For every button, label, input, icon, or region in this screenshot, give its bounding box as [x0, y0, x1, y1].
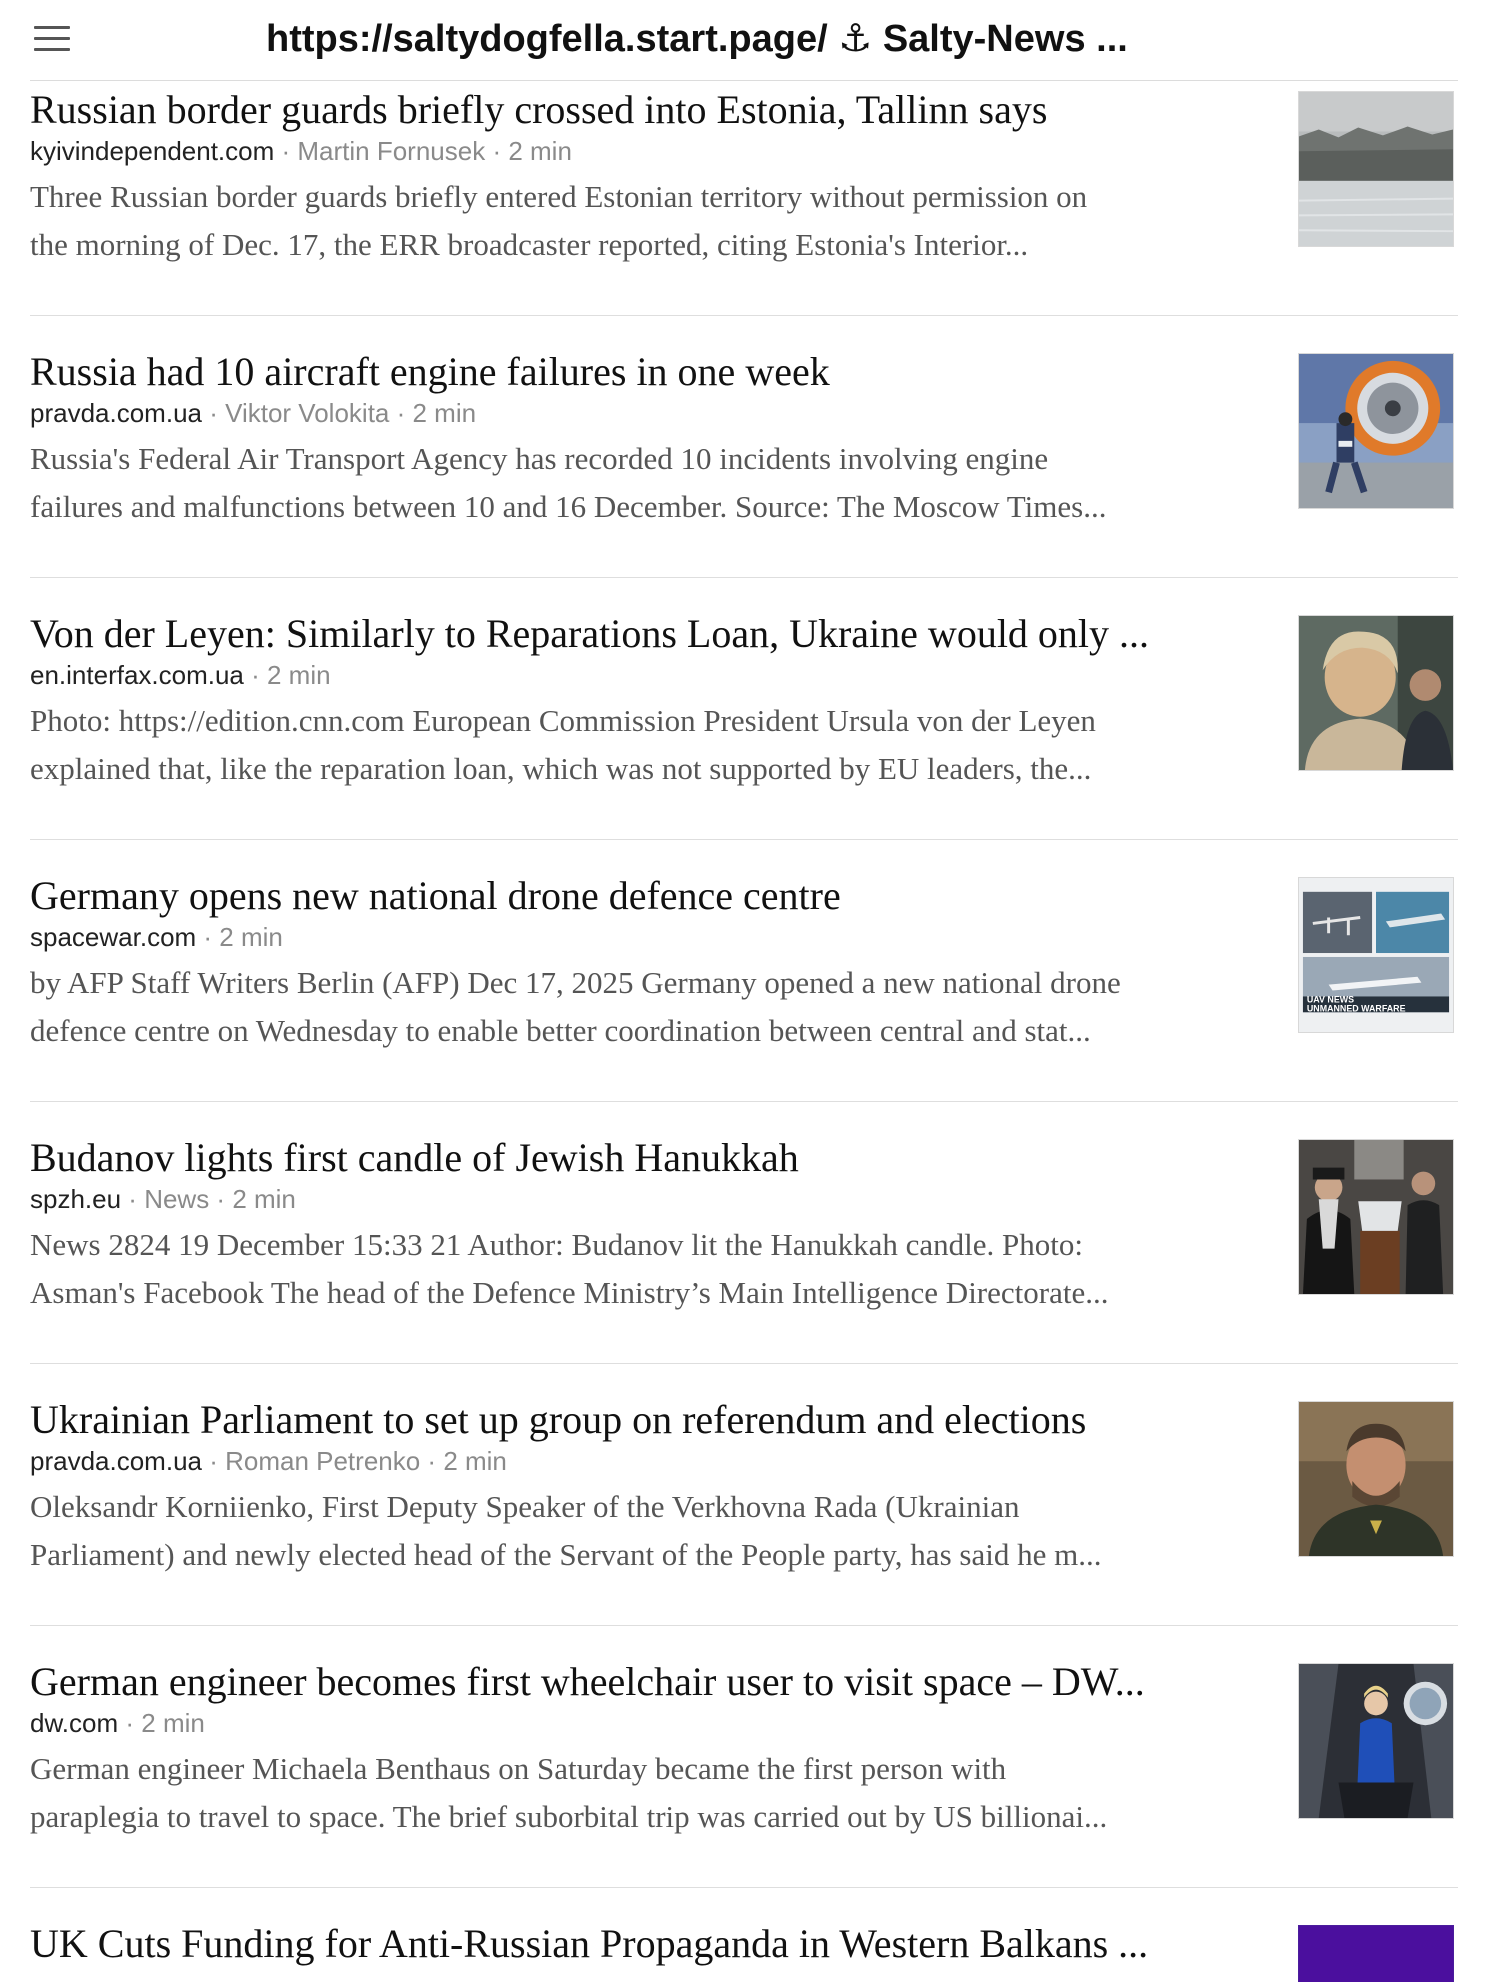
news-item[interactable] [0, 1915, 1488, 1982]
snippet-line: Parliament) and newly elected head of the Servant of the People party, has said he m... [30, 1537, 1102, 1572]
snippet-line: Asman's Facebook The head of the Defence Ministry’s Main Intelligence Directorate... [30, 1275, 1109, 1310]
headline-link[interactable]: German engineer becomes first wheelchair user to visit space – DW... [30, 1659, 1145, 1704]
snippet-line: the morning of Dec. 17, the ERR broadcaster reported, citing Estonia's Interior... [30, 227, 1029, 262]
read-time: 2 min [219, 922, 283, 952]
item-divider [30, 1625, 1458, 1626]
snippet-line: failures and malfunctions between 10 and 16 December. Source: The Moscow Times... [30, 489, 1107, 524]
article-thumbnail[interactable] [1298, 1139, 1454, 1295]
news-item[interactable] [0, 343, 1488, 605]
news-item-text [30, 605, 1260, 793]
read-time: 2 min [443, 1446, 507, 1476]
hamburger-menu-icon[interactable] [34, 26, 70, 54]
author-name: Roman Petrenko [225, 1446, 421, 1476]
headline-link[interactable]: Germany opens new national drone defence centre [30, 873, 841, 918]
article-snippet [30, 1745, 1260, 1841]
news-item-text [30, 81, 1260, 269]
source-name: kyivindependent.com [30, 136, 275, 166]
meta-separator: · [209, 1184, 233, 1214]
news-item[interactable] [0, 867, 1488, 1129]
news-item-text [30, 343, 1260, 531]
article-meta [30, 1445, 1260, 1477]
headline-link[interactable]: UK Cuts Funding for Anti-Russian Propaganda in Western Balkans ... [30, 1921, 1149, 1966]
news-item[interactable] [0, 1653, 1488, 1915]
article-snippet [30, 435, 1260, 531]
source-name: pravda.com.ua [30, 1446, 202, 1476]
snippet-line: defence centre on Wednesday to enable better coordination between central and stat... [30, 1013, 1091, 1048]
meta-separator: · [121, 1184, 145, 1214]
item-divider [30, 1887, 1458, 1888]
snippet-line: Photo: https://edition.cnn.com European Commission President Ursula von der Leyen [30, 703, 1096, 738]
source-name: dw.com [30, 1708, 119, 1738]
meta-separator: · [196, 922, 220, 952]
news-item-text [30, 1129, 1260, 1317]
source-name: spzh.eu [30, 1184, 122, 1214]
article-thumbnail[interactable] [1298, 1401, 1454, 1557]
source-name: en.interfax.com.ua [30, 660, 244, 690]
read-time: 2 min [232, 1184, 296, 1214]
thumb-caption-line: UAV NEWS [1306, 994, 1355, 1005]
article-thumbnail[interactable] [1298, 91, 1454, 247]
article-meta [30, 1707, 1260, 1739]
news-feed [0, 81, 1488, 1982]
article-thumbnail[interactable] [1298, 353, 1454, 509]
item-divider [30, 315, 1458, 316]
meta-separator: · [485, 136, 509, 166]
author-name: Martin Fornusek [297, 136, 486, 166]
meta-separator: · [274, 136, 298, 166]
article-meta [30, 659, 1260, 691]
item-divider [30, 577, 1458, 578]
article-meta [30, 921, 1260, 953]
news-item[interactable] [0, 1129, 1488, 1391]
item-divider [30, 839, 1458, 840]
news-item-text [30, 1653, 1260, 1841]
news-item[interactable] [0, 605, 1488, 867]
snippet-line: by AFP Staff Writers Berlin (AFP) Dec 17, 2025 Germany opened a new national drone [30, 965, 1121, 1000]
read-time: 2 min [508, 136, 572, 166]
meta-separator: · [118, 1708, 142, 1738]
source-name: spacewar.com [30, 922, 197, 952]
news-item-text [30, 867, 1260, 1055]
article-thumbnail[interactable] [1298, 877, 1454, 1033]
read-time: 2 min [412, 398, 477, 428]
snippet-line: explained that, like the reparation loan, which was not supported by EU leaders, the... [30, 751, 1092, 786]
headline-link[interactable]: Russian border guards briefly crossed into Estonia, Tallinn says [30, 87, 1048, 132]
meta-separator: · [201, 1446, 226, 1476]
meta-separator: · [389, 398, 413, 428]
article-thumbnail[interactable] [1298, 615, 1454, 771]
meta-separator: · [201, 398, 226, 428]
source-name: pravda.com.ua [30, 398, 202, 428]
article-meta [30, 135, 1260, 167]
article-snippet [30, 1483, 1260, 1579]
article-snippet [30, 1221, 1260, 1317]
headline-link[interactable]: Von der Leyen: Similarly to Reparations Loan, Ukraine would only ... [30, 611, 1150, 656]
headline-link[interactable]: Budanov lights first candle of Jewish Hanukkah [30, 1135, 799, 1180]
article-snippet [30, 173, 1260, 269]
item-divider [30, 1363, 1458, 1364]
read-time: 2 min [141, 1708, 205, 1738]
headline-link[interactable]: Russia had 10 aircraft engine failures in one week [30, 349, 830, 394]
meta-separator: · [243, 660, 267, 690]
article-meta [30, 397, 1260, 429]
read-time: 2 min [267, 660, 331, 690]
headline-link[interactable]: Ukrainian Parliament to set up group on referendum and elections [30, 1397, 1087, 1442]
item-divider [30, 1101, 1458, 1102]
snippet-line: Three Russian border guards briefly entered Estonian territory without permission on [30, 179, 1088, 214]
news-item[interactable] [0, 81, 1488, 343]
meta-separator: · [420, 1446, 444, 1476]
snippet-line: German engineer Michaela Benthaus on Saturday became the first person with [30, 1751, 1007, 1786]
snippet-line: Oleksandr Korniienko, First Deputy Speaker of the Verkhovna Rada (Ukrainian [30, 1489, 1020, 1524]
page-title: https://saltydogfella.start.page/ ⚓ Salty-News ... [266, 18, 1128, 60]
article-thumbnail[interactable] [1298, 1663, 1454, 1819]
thumb-caption-line: UNMANNED WARFARE [1306, 1003, 1406, 1014]
article-meta [30, 1183, 1260, 1215]
category-name: News [144, 1184, 210, 1214]
author-name: Viktor Volokita [225, 398, 390, 428]
snippet-line: paraplegia to travel to space. The brief suborbital trip was carried out by US billionai... [30, 1799, 1108, 1834]
article-snippet [30, 959, 1260, 1055]
snippet-line: News 2824 19 December 15:33 21 Author: Budanov lit the Hanukkah candle. Photo: [30, 1227, 1083, 1262]
snippet-line: Russia's Federal Air Transport Agency has recorded 10 incidents involving engine [30, 441, 1049, 476]
news-item-text [30, 1915, 1260, 1969]
top-bar [0, 0, 1488, 80]
news-item[interactable] [0, 1391, 1488, 1653]
article-thumbnail[interactable] [1298, 1925, 1454, 1982]
article-snippet [30, 697, 1260, 793]
news-item-text [30, 1391, 1260, 1579]
